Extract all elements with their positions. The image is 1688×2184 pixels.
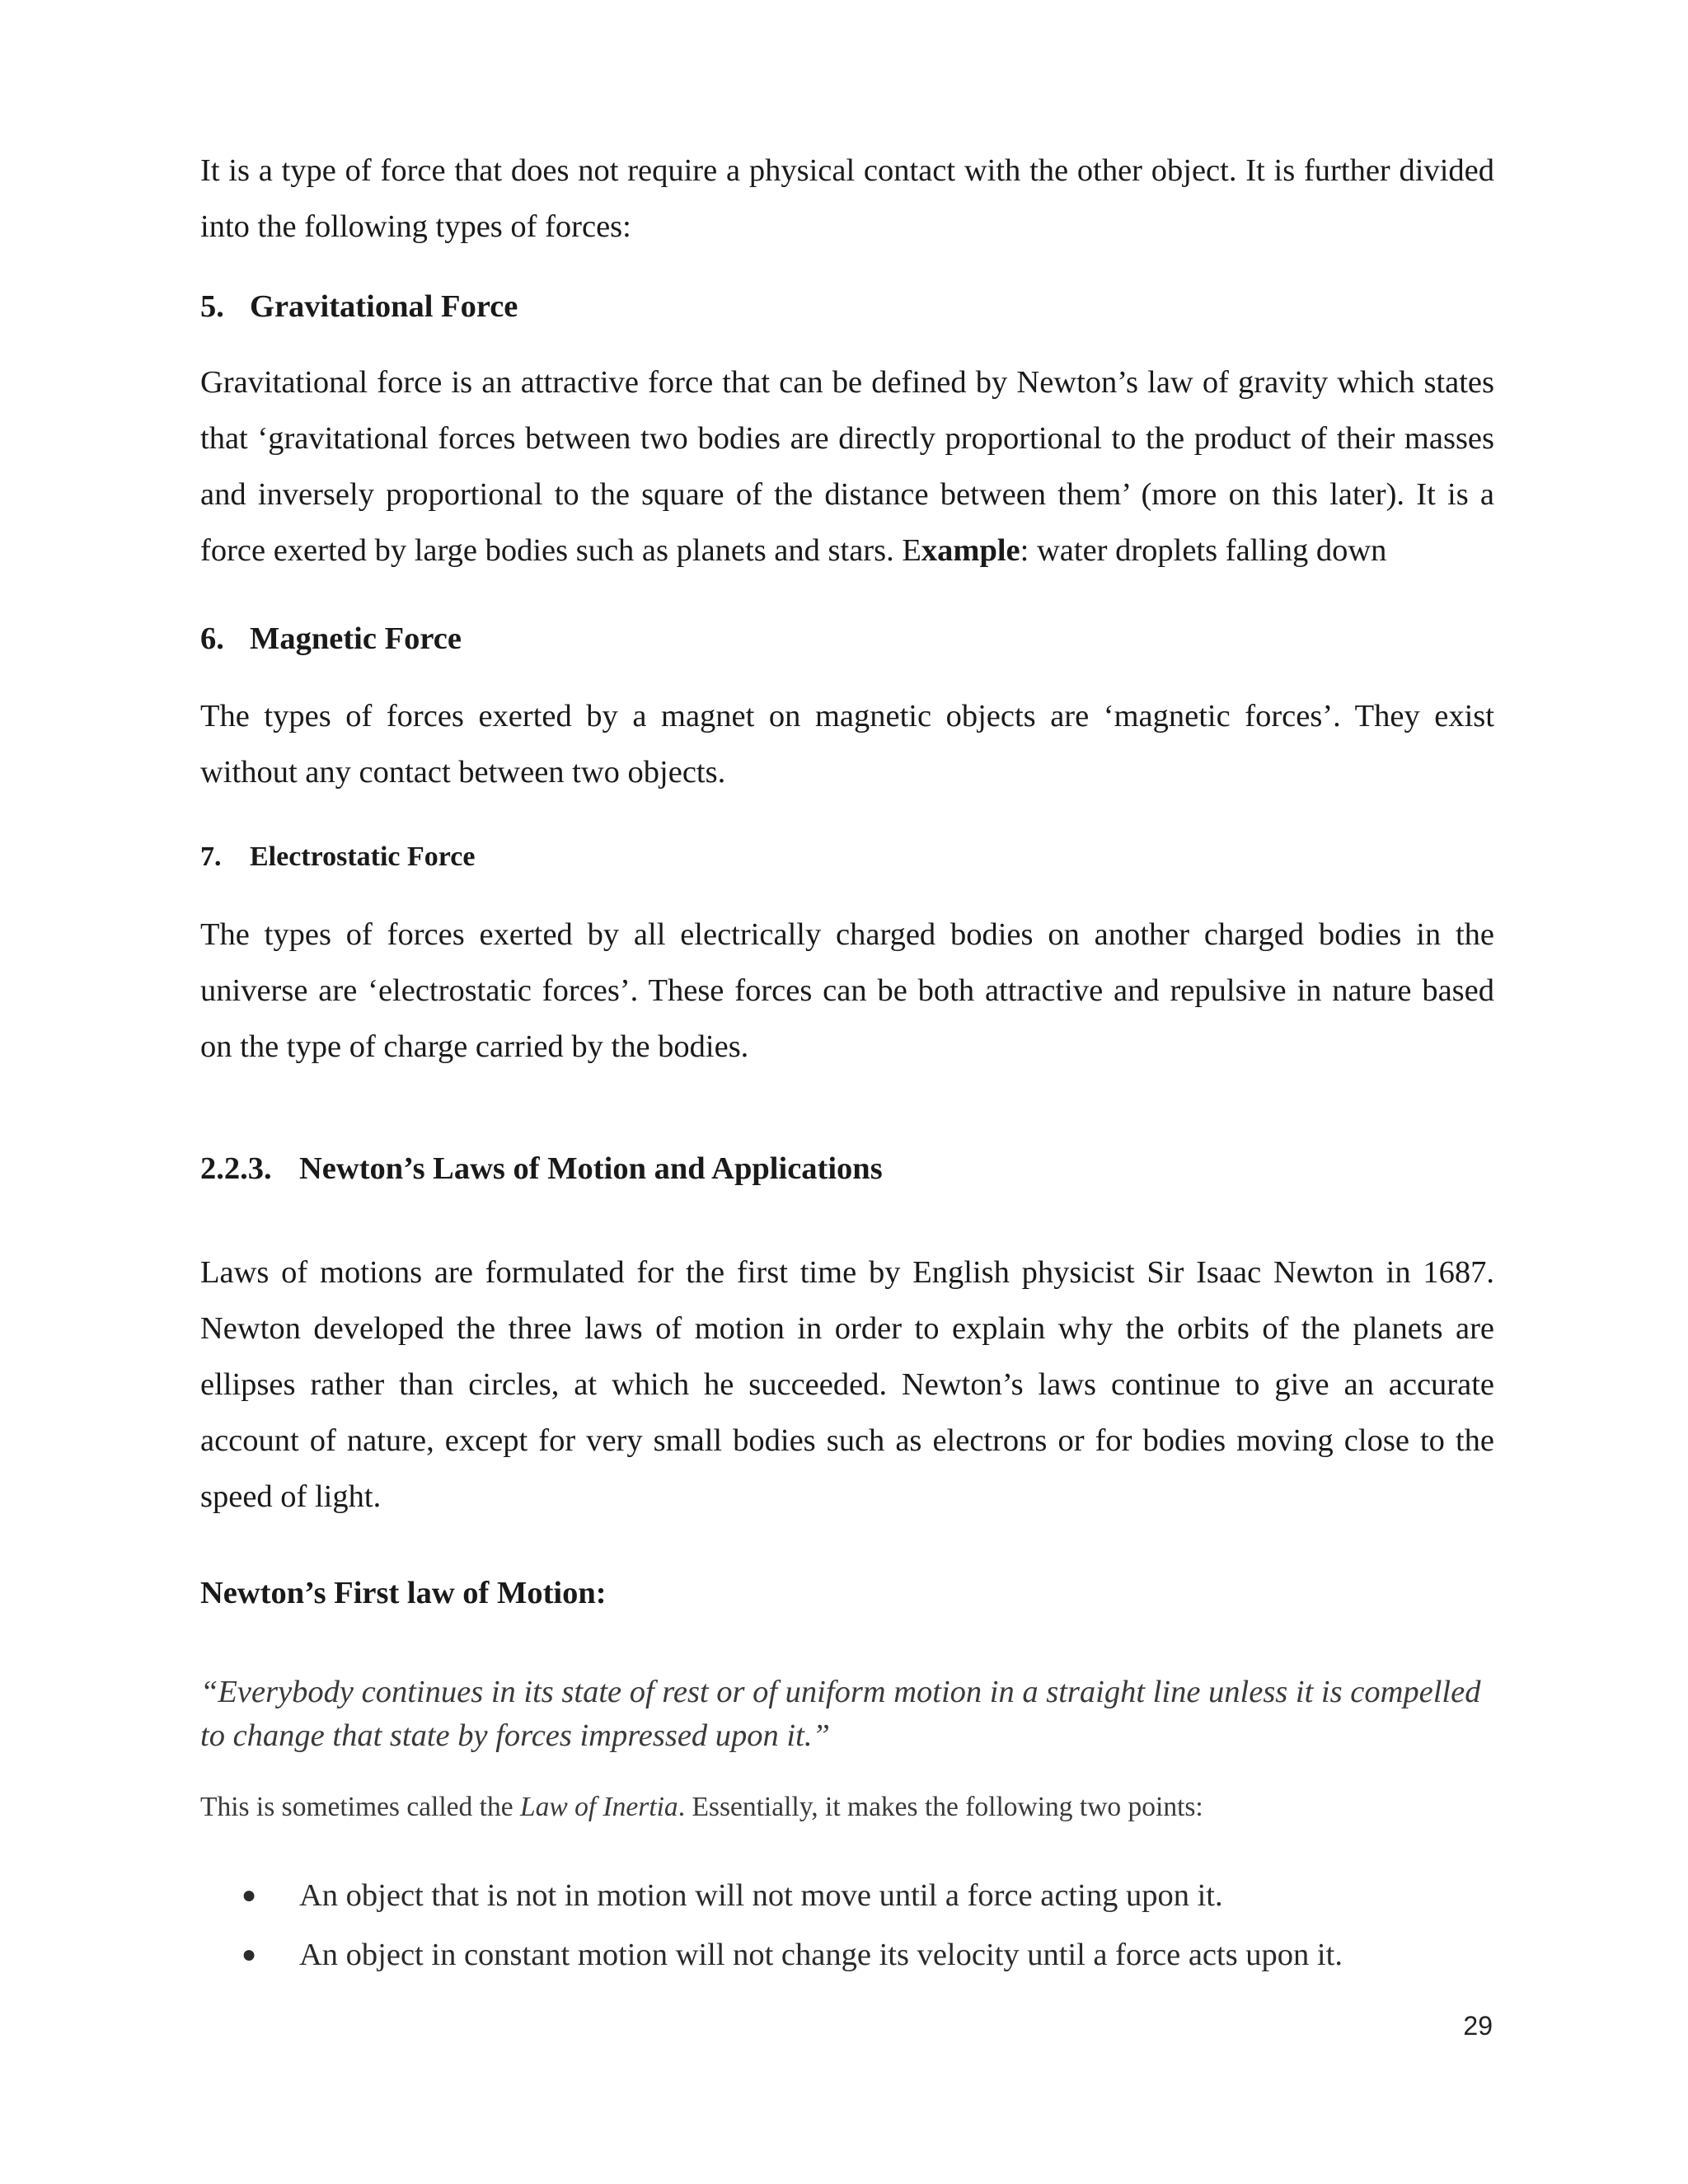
section-number: 2.2.3. — [200, 1151, 272, 1186]
electrostatic-force-heading — [200, 837, 475, 878]
page-number: 29 — [1463, 2011, 1493, 2041]
first-law-quote: “Everybody continues in its state of rest or of uniform motion in a straight line unless it is compelled to change that state by forces impressed upon it.” — [200, 1675, 1481, 1753]
section-heading — [200, 1148, 883, 1189]
list-item-text: An object in constant motion will not change its velocity until a force acts upon it. — [299, 1938, 1343, 1972]
gravitational-force-paragraph — [200, 354, 1494, 579]
paragraph-text: Gravitational force is an attractive force that can be defined by Newton’s law of gravity which states that ‘gravitational forces between two bodies are directly proportional to the product of their masses and inversely proportional to the square of the distance between them’ (more on this later). It is a force exerted by large bodies such as planets and stars. E — [200, 365, 1494, 568]
bullet-icon: ● — [241, 1941, 257, 1968]
heading-number: 6. — [200, 621, 224, 656]
note-term: Law of Inertia — [519, 1792, 678, 1822]
heading-number: 7. — [200, 841, 222, 872]
note-suffix: . Essentially, it makes the following two points: — [678, 1792, 1203, 1822]
bullet-icon: ● — [241, 1882, 257, 1909]
first-law-heading — [200, 1572, 607, 1614]
list-item — [200, 1866, 1343, 1925]
list-item-text: An object that is not in motion will not move until a force acting upon it. — [299, 1878, 1223, 1913]
heading-title: Electrostatic Force — [250, 841, 476, 872]
heading-title: Gravitational Force — [250, 289, 518, 324]
intro-paragraph: It is a type of force that does not require a physical contact with the other object. It is further divided into the following types of forces: — [200, 153, 1494, 244]
newtons-laws-paragraph: Laws of motions are formulated for the first time by English physicist Sir Isaac Newton in 1687. Newton developed the three laws of motion in order to explain why the orbits of the planets are ellipses rather than circles, at which he succeeded. Newton’s laws continue to give an accurate account of nature, except for very small bodies such as electrons or for bodies moving close to the speed of light. — [200, 1255, 1494, 1514]
example-label: xample — [921, 533, 1020, 568]
example-text: : water droplets falling down — [1020, 533, 1387, 568]
section-title: Newton’s Laws of Motion and Applications — [299, 1151, 883, 1186]
first-law-bullet-list — [200, 1866, 1343, 1985]
magnetic-force-heading — [200, 618, 462, 659]
note-prefix: This is sometimes called the — [200, 1792, 520, 1822]
heading-number: 5. — [200, 289, 224, 324]
electrostatic-force-paragraph: The types of forces exerted by all electrically charged bodies on another charged bodies in the universe are ‘electrostatic forces’. These forces can be both attractive and repulsive in nature based on the type of charge carried by the bodies. — [200, 917, 1494, 1064]
list-item — [200, 1925, 1343, 1985]
gravitational-force-heading — [200, 286, 518, 327]
law-of-inertia-note — [200, 1787, 1203, 1828]
heading-title: Magnetic Force — [250, 621, 462, 656]
magnetic-force-paragraph: The types of forces exerted by a magnet on magnetic objects are ‘magnetic forces’. They exist without any contact between two objects. — [200, 699, 1494, 790]
first-law-title: Newton’s First law of Motion: — [200, 1576, 607, 1610]
